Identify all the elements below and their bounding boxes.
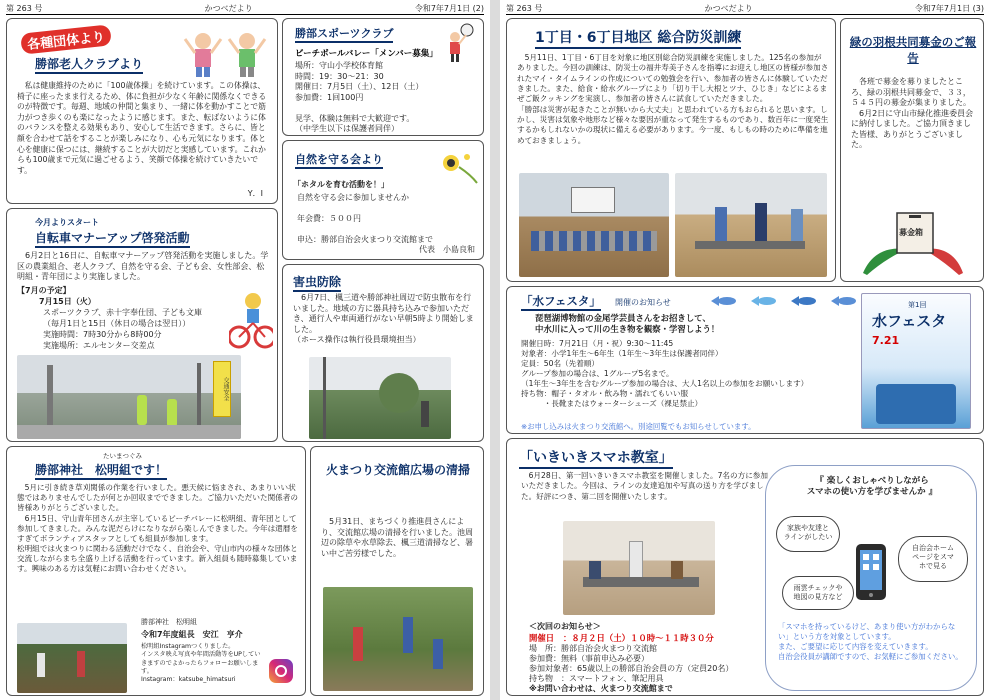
leader-name: 令和7年度組長 安江 亨介 [141, 630, 243, 639]
section-title: 「水フェスタ」 [521, 293, 601, 311]
issue-number: 第 263 号 [506, 4, 543, 13]
green-feather-section [840, 18, 984, 282]
traffic-safety-sign: 交通安全 [213, 361, 231, 417]
section-title: 勝部神社 松明組です！ [35, 461, 167, 480]
org-name: 勝部神社 松明組 [141, 618, 197, 626]
next-date-value: ：８月２日（土）１０時～１１時３０分 [563, 633, 714, 643]
festa-lead: 琵琶湖博物館の金尾学芸員さんをお招きして、 中水川に入って川の生き物を観察・学習しよう！ [535, 313, 720, 335]
schedule-line: 実施時間：7時30分から8時00分 [43, 330, 162, 339]
section-body: 5月11日、1丁目・6丁目を対象に地区別総合防災訓練を実施しました。125名の参加がありました。今回の訓練は、防災士の福井寿美子さんを指導にお迎えし地区の皆様が参加されたマイ・タイムラインの作成についての勉強会を行い、参加者の皆さんに体験していただきました。また、給食・給水グループにより「切り干し大根とツナ、ひじき」などによるまぜご飯クッキングを実演し、参加者の皆さんに試食していただきました。 「勝部は災害が起きたことが無いから大丈夫」と思われている方もおられると思います。しかし、災害は気象や地形など様々な要因が重なって発生するものであり、数百年に一度発生するかもしれないかの現状に備える必要があります。今一度、もしもの時のために準備を進めておきましょう。 [517, 53, 829, 145]
issue-date: 令和7年7月1日 (2) [414, 4, 484, 13]
donation-box-feather-icon [853, 205, 973, 277]
left-page [0, 0, 490, 700]
next-detail: 参加費：無料（事前申込み必要） [529, 654, 649, 663]
section-title: 勝部スポーツクラブ [295, 25, 393, 43]
schedule-line: （毎月1日と15日（休日の場合は翌日）） [43, 319, 191, 328]
issue-date: 令和7年7月1日 (3) [914, 4, 984, 13]
next-title: ＜次回のお知らせ＞ [529, 622, 601, 631]
crossing-photo [17, 355, 241, 439]
roujin-club-section [6, 18, 278, 204]
next-date-label: 開催日 [529, 633, 555, 643]
section-kicker: 今月よりスタート [35, 218, 99, 227]
poster-edition: 第1回 [908, 301, 927, 309]
pest-spray-photo [309, 357, 451, 439]
wish-bubble: 自治会ホーム ページをスマ ホで見る [898, 536, 968, 582]
poster-title: 水フェスタ [872, 312, 947, 330]
bubble-title: 『 楽しくおしゃべりしながら スマホの使い方を学びませんか 』 [806, 476, 938, 498]
section-title: 「いきいきスマホ教室」 [519, 447, 673, 469]
bubble-body: 「スマホを持っているけど、あまり使い方がわからない」という方を対象としています。 また、ご要望に応じて内容を変えていきます。 自治会役員が講師ですので、お気軽にご参加ください。 [778, 622, 963, 661]
schedule-date: 7月15日（火） [39, 297, 96, 306]
donation-box-label: 募金箱 [899, 228, 923, 237]
poster-date: 7.21 [872, 334, 900, 347]
page-header [506, 3, 984, 15]
nature-society-section [282, 140, 484, 260]
disaster-drill-section [506, 18, 836, 282]
section-body: 開催日時：7月21日（月・祝）9:30～11:45 対象者：小学1年生～6年生（1年生～3年生は保護者同伴） 定員：50名（先着順） グループ参加の場合は、1グループ5名まで。 （1年生～3年生を含むグループ参加の場合は、大人1名以上の参加をお願いします） 持ち物：帽子・タオル・飲み物・濡れてもいい服 ・長靴またはウォーターシューズ（裸足禁止） [521, 339, 809, 409]
wish-bubble: 家族や友達と ラインがしたい [776, 516, 840, 552]
page-gutter [490, 0, 500, 700]
next-contact: ※お問い合わせは、火まつり交流館まで [529, 684, 673, 693]
smartphone-icon [852, 542, 892, 604]
section-body: 5月31日、まちづくり推進員さんにより、交流館広場の清掃を行いました。池周辺の除草や水草除去、楓三道清掃など、暑い中ご苦労様でした。 [321, 517, 473, 558]
author-initials: Y．I [247, 189, 263, 198]
pest-control-section [282, 264, 484, 442]
festa-poster [861, 293, 971, 429]
wish-bubble: 雨雲チェックや 地図の見方など [782, 576, 854, 610]
right-page [500, 0, 990, 700]
recruit-subtitle: ビーチボールバレー「メンバー募集」 [295, 49, 438, 59]
shrine-taimatsu-section [6, 446, 306, 696]
next-detail: 参加対象者：65歳以上の勝部自治会員の方（定員20名） [529, 664, 734, 673]
fish-decoration [707, 293, 857, 309]
next-detail: 持ち物 ：スマートフォン、筆記用具 [529, 674, 664, 683]
representative: 代表 小島良和 [419, 245, 475, 254]
section-title: 火まつり交流館広場の清掃 [325, 463, 470, 477]
title-ruby: たいまつぐみ [103, 452, 142, 460]
water-festa-section [506, 286, 984, 434]
schedule-title: 【7月の予定】 [17, 286, 71, 295]
activity-subtitle: 「ホタルを育む活動を！」 [293, 180, 389, 189]
section-title: 1丁目・6丁目地区 総合防災訓練 [535, 27, 741, 49]
section-body: 各班で募金を募りましたところ、緑の羽根共同募金で、３３，５４５円の募金が集まりました。 6月2日に守山市緑化推進委員会に納付しました。ご協力頂きました皆様、ありがとうございました。 [851, 77, 974, 150]
section-body: 場所：守山小学校体育館 時間：19：30～21：30 開催日：7月5日（土）、12日（土） 参加費：1回100円 見学、体験は無料で大歓迎です。 （中学生以下は保護者同伴） [295, 61, 424, 134]
cleaning-photo [323, 587, 473, 691]
plaza-cleaning-section [310, 446, 484, 696]
elderly-exercise-illustration [181, 29, 277, 79]
gym-drill-photo [519, 173, 669, 277]
section-body: 6月2日と16日に、自転車マナーアップ啓発活動を実施しました。学区の農業組合、老人クラブ、自然を守る会、子ども会、女性部会、松明組・青年団により実施しました。 [17, 251, 269, 282]
issue-number: 第 263 号 [6, 4, 43, 13]
title-suffix: 開催のお知らせ [615, 298, 671, 307]
application-note: ※お申し込みは火まつり交流館へ。別途回覧でもお知らせしています。 [521, 422, 756, 431]
class-photo [563, 521, 715, 615]
firefly-icon [433, 149, 479, 185]
section-body: 6月28日、第一回いきいきスマホ教室を開催しました。7名の方に参加いただきました。今回は、ラインの友達追加や写真の送り方を学びました。好評につき、第二回を開催いたします。 [521, 471, 768, 501]
section-title: 自転車マナーアップ啓発活動 [35, 229, 190, 248]
section-body: 自然を守る会に参加しませんか 年会費：５００円 申込：勝部自治会火まつり交流館まで [297, 193, 433, 245]
cooking-demo-photo [675, 173, 827, 277]
rice-field-photo [17, 623, 127, 693]
sports-club-section [282, 18, 484, 136]
page-header [6, 3, 484, 15]
newsletter-name: かつべだより [704, 4, 753, 13]
section-title: 害虫防除 [293, 273, 341, 292]
section-title: 勝部老人クラブより [35, 55, 143, 74]
volleyball-player-icon [441, 23, 479, 63]
newsletter-name: かつべだより [204, 4, 253, 13]
schedule-line: 実施場所：エルセンター交差点 [43, 341, 155, 350]
instagram-icon[interactable] [269, 659, 293, 683]
next-detail: 場 所：勝部自治会火まつり交流館 [529, 644, 657, 653]
section-title: 緑の羽根共同募金のご報告 [849, 35, 977, 65]
section-body: 5月に引き続き草刈関係の作業を行いました。悪天候に悩まされ、あまりいい状態ではありませんでしたが何とか回収までできました。ご協力いただいた関係者の皆様ありがとうございました。 6月15日、守山青年団さんが主宰しているビーチバレーに松明組、青年団として参加してきました。みんな泥だらけになりながら楽しんできました。今年は還暦をすぎてボランティアスタッフとしても組員が参加します。 松明組では火まつりに関わる活動だけでなく、自治会や、守山市内の様々な団体と交流しながらまち全盛り上げる活動を行っています。新入組員も随時募集しています。興味のある方は気軽にお問い合わせください。 [17, 483, 298, 574]
cyclist-child-icon [229, 291, 273, 351]
schedule-line: スポーツクラブ、赤十字奉仕団、子ども文庫 [43, 308, 202, 317]
section-body: 6月7日、楓三道や勝部神社周辺で防虫散布を行いました。地域の方に器具持ち込みで参加いただき、通行人や車両通行がない早朝5時より開始しました。 （ホース操作は執行役員環境担当） [293, 293, 474, 345]
promo-bubble [765, 465, 977, 691]
section-title: 自然を守る会より [295, 151, 383, 169]
section-body: 私は健康維持のために「100歳体操」を続けています。この体操は、椅子に座ったまま行えるため、体に負担が少なく年齢に関係なくできるのが特徴です。毎週、地域の仲間と集まり、一緒に体を動かすことで筋力がつき歩くのも楽になったように感じます。また、転ばないように体のバランスを整える効果もあり、安心して生活できます。さらに、皆と顔を合わせて話をすることが楽しみになり、心も元気になります。体と心を健康に保つには、継続することが大切だと実感しています。これからも100歳まで元気に過ごせるよう、笑顔で体操を続けていきたいです。 [17, 81, 267, 175]
smartphone-class-section [506, 438, 984, 696]
instagram-info: 松明組Instagramつくりました。 インスタ映え写真や年間活動等をUPしていきますのでよかったらフォローお願いします。 Instagram：katsube_himatsuri [141, 643, 261, 684]
bicycle-manner-section [6, 208, 278, 442]
section-tag: 各種団体より [20, 24, 112, 54]
